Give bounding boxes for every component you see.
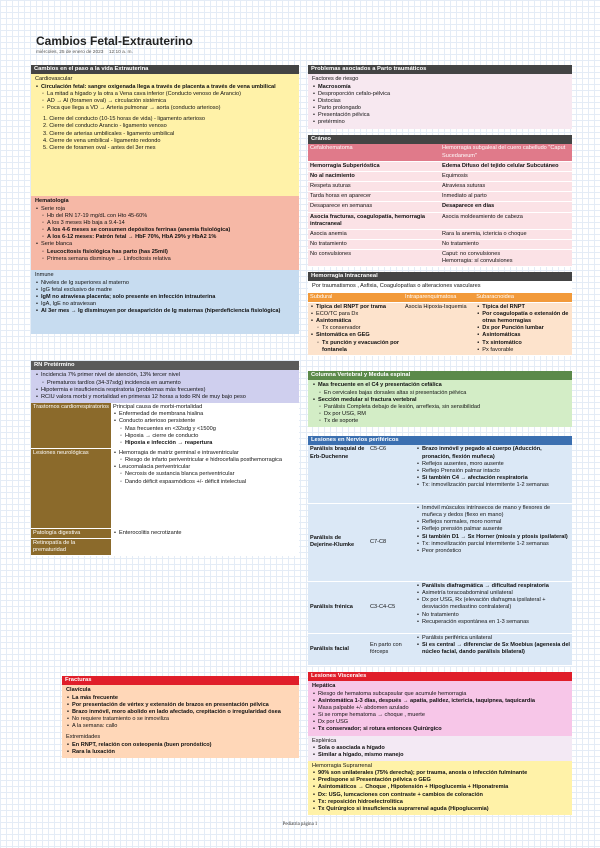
section-header: Columna Vertebral y Medula espinal (308, 371, 572, 380)
table-cell (308, 302, 403, 355)
row-label: Patología digestiva (31, 528, 111, 538)
section-parto (308, 65, 572, 129)
table-cell (414, 503, 572, 581)
list-item: • Si también C4 → afectación respiratoria (416, 475, 570, 482)
table-cell (474, 302, 572, 355)
list-item: • En RNPT, relación con osteopenia (buen pronóstico) (66, 742, 295, 749)
nerve-roots: En parto con fórceps (368, 633, 414, 665)
adr-title: Hemorragia Suprarrenal (312, 762, 373, 769)
list-item: • Serie blanca (35, 241, 295, 248)
list-item: • Recuperación espontánea en 1-3 semanas (416, 619, 570, 626)
list-item: • Dx por USG (312, 719, 568, 726)
list-item: • Sintomática en GEG (310, 332, 401, 339)
nerve-roots: C7-C8 (368, 503, 414, 581)
hi-table (308, 293, 572, 356)
nerve-name: Parálisis frénica (308, 581, 368, 633)
table-cell: No convulsiones (308, 250, 440, 267)
list-item: • Dx por USG, Rx (elevación diafragma ipsilateral + desviación mediastino contralateral) (416, 597, 570, 611)
list-item: ◦ En cervicales bajas dorsales altas si presentación pélvica (312, 390, 568, 397)
list-item: • Tx sintomático (476, 340, 570, 347)
table-cell: Caput: no convulsiones Hemorragia: sí convulsiones (440, 250, 572, 267)
table-cell: Asocia anemia (308, 229, 440, 239)
list-item: ◦ Parálisis Completa debajo de lesión, arreflexia, sin sensibilidad (312, 404, 568, 411)
row-content (111, 539, 299, 556)
list-item: • 90% son unilaterales (75% derecha); por trauma, anoxia o infección fulminante (312, 770, 568, 777)
list-item: • Parálisis periférica unilateral (416, 635, 570, 642)
list-item: • Hemorragia de matriz germinal e intraventricular (113, 450, 297, 457)
table-cell: No tratamiento (308, 239, 440, 249)
immune-title: Inmune (35, 272, 54, 279)
list-item: ◦ Hipoxia e infección → reapertura (113, 440, 297, 447)
hema-title: Hematología (35, 198, 69, 205)
hi-line: Por traumatismos , Asfixia, Coagulopatías o alteraciones vasculares (308, 281, 572, 292)
list-item: ◦ Necrosis de sustancia blanca periventricular (113, 471, 297, 478)
list-item: ◦ Dando déficit espasmódicos +/- déficit intelectual (113, 479, 297, 486)
section-fracturas (62, 676, 299, 758)
list-item: • Por presentación de vértex y extensión de brazos en presentación pélvica (66, 702, 295, 709)
section-viscerales (308, 672, 572, 815)
section-hemorragia (308, 272, 572, 356)
list-item: 5. Cierre de foramen oval - antes del 3er mes (43, 144, 156, 151)
list-item: • Brazo inmóvil, moro abolido en lado afectado, crepitación o irregularidad ósea (66, 709, 295, 716)
column-header: Subaracnoidea (474, 293, 572, 303)
list-item: • Distocias (312, 98, 568, 105)
list-item: • Incidencia 7% primer nivel de atención, 13% tercer nivel (35, 372, 295, 379)
section-header: RN Pretérmino (31, 361, 299, 370)
list-item: ◦ A los 4-6 meses se consumen depósitos ferrinas (anemia fisiológica) (35, 227, 295, 234)
list-item: • Enfermedad de membrana hialina (113, 411, 297, 418)
table-cell: Equimosis (440, 171, 572, 181)
list-item: • Sección medular si fractura vertebral (312, 397, 568, 404)
list-item: • No tratamiento (416, 612, 570, 619)
list-item: ◦ Riesgo de infarto periventricular e hidrocefalia posthemorragica (113, 457, 297, 464)
immune-box (31, 270, 299, 334)
table-cell: Inmediato al parto (440, 192, 572, 202)
list-item: ◦ Tx conservador (310, 325, 401, 332)
nervios-table (308, 445, 572, 666)
page-title: Cambios Fetal-Extrauterino (36, 34, 193, 48)
fracturas-box (62, 685, 299, 757)
list-item: ◦ Poca que llega a VD → Arteria pulmonar → aorta (conducto arterioso) (35, 105, 295, 112)
list-item: • Niveles de Ig superiores al materno (35, 280, 295, 287)
section-nervios (308, 436, 572, 666)
list-item: ◦ Tx punción y evacuación por fontanela (310, 340, 401, 354)
row-content (111, 403, 299, 448)
list-item: • Desproporción cefalo-pélvica (312, 91, 568, 98)
list-item: • Px favorable (476, 347, 570, 354)
list-item: • Tx: inmovilización parcial intermitente 1-2 semanas (416, 482, 570, 489)
list-item: • Conducto arterioso persistente (113, 418, 297, 425)
row-label: Trastornos cardiorrespiratorios (31, 403, 111, 448)
pretermino-table (31, 403, 299, 556)
list-item: • Tx Quirúrgico si insuficiencia suprarrenal aguda (Hipoglucemia) (312, 806, 568, 813)
list-item: • Macrosomía (312, 84, 568, 91)
columna-box (308, 380, 572, 427)
list-item: • Leucomalacia periventricular (113, 464, 297, 471)
list-item: • Por coagulopatía o extensión de otras hemorragias (476, 311, 570, 325)
list-item: ◦ A los 6-12 meses: Patrón fetal → HbF 70%, HbA 29% y HbA2 1% (35, 234, 295, 241)
list-item: • Mas frecuente en el C4 y presentación cefálica (312, 382, 568, 389)
cardio-box (31, 74, 299, 196)
page-date: miércoles, 25 de enero de 2023 12:10 a. m. (36, 50, 133, 55)
column-header: Hemorragia subgaleal del cuero cabelludo "Caput Sucedaneum" (440, 144, 572, 161)
nerve-name: Parálisis facial (308, 633, 368, 665)
ext-title: Extremidades (66, 734, 101, 741)
list-item: • Si también D1 → Sx Horner (miosis y ptosis ipsilateral) (416, 534, 570, 541)
list-item: • Reflejos normales, moro normal (416, 519, 570, 526)
list-item: • Tx: inmovilización parcial intermitente 1-2 semanas (416, 541, 570, 548)
list-item: • Parto prolongado (312, 105, 568, 112)
table-cell: Respeta suturas (308, 182, 440, 192)
list-item: • A la semana: callo (66, 723, 295, 730)
table-cell: Asocia moldeamiento de cabeza (440, 212, 572, 229)
list-item: • Circulación fetal: sangre oxigenada llega a través de placenta a través de vena umbilical (35, 84, 295, 91)
hema-box (31, 196, 299, 270)
spl-title: Esplénica (312, 737, 337, 744)
section-columna (308, 371, 572, 427)
list-item: • Asimetría toracoabdominal unilateral (416, 590, 570, 597)
list-item: ◦ A los 3 meses Hb baja a 9.4-14 (35, 220, 295, 227)
list-item: • Sola o asociada a hígado (312, 745, 568, 752)
list-item: • ECO/TC para Dx (310, 311, 401, 318)
table-cell: Hemorragia Subperióstica (308, 161, 440, 171)
list-item: • Reflejos ausentes, moro ausente (416, 461, 570, 468)
nerve-roots: C5-C6 (368, 445, 414, 503)
table-cell: Desaparece en semanas (308, 202, 440, 212)
list-item: • Tx: reposición hidroelectrolítica (312, 799, 568, 806)
list-item: • pretérmino (312, 119, 568, 126)
section-header: Cráneo (308, 135, 572, 144)
list-item: Principal causa de morbi-mortalidad (113, 404, 203, 411)
list-item: • Típica del RNPT por trama (310, 304, 401, 311)
list-item: • Dx por Punción lumbar (476, 325, 570, 332)
section-cambios (31, 65, 299, 334)
row-content (111, 448, 299, 528)
craneo-table (308, 144, 572, 267)
list-item: • Asintomáticos → Choque , Hipotensión + Hipoglucemia + Hiponatremia (312, 784, 568, 791)
nerve-name: Parálisis de Dejerine-Klumke (308, 503, 368, 581)
list-item: ◦ Prematuros tardíos (34-37sdg) incidencia en aumento (35, 380, 295, 387)
table-cell: Asocia fracturas, coagulopatía, hemorragia intracraneal (308, 212, 440, 229)
row-label: Lesiones neurológicas (31, 448, 111, 528)
table-cell: No tratamiento (440, 239, 572, 249)
section-header: Cambios en el paso a la vida Extrauterina (31, 65, 299, 74)
suprarrenal-box (308, 761, 572, 815)
list-item: • Presentación pélvica (312, 112, 568, 119)
table-cell: No al nacimiento (308, 171, 440, 181)
list-item: • Inmóvil músculos intrínsecos de mano y flexores de muñeca y dedos (flexo en mano) (416, 505, 570, 519)
list-item: • No requiere tratamiento o se inmoviliza (66, 716, 295, 723)
section-craneo (308, 135, 572, 267)
list-item: 4. Cierre de vena umbilical - ligamento redondo (43, 137, 161, 144)
cardio-title: Cardiovascular (35, 76, 73, 83)
section-header: Problemas asociados a Parto traumáticos (308, 65, 572, 74)
list-item: • Si es central → diferenciar de Sx Moebius (agenesia del núcleo facial, dando parálisis bilateral) (416, 642, 570, 656)
list-item: • Predispone si Presentación pélvica o GEG (312, 777, 568, 784)
risk-box (308, 74, 572, 128)
list-item: • Rara la luxación (66, 749, 295, 756)
list-item: • Asintomática (310, 318, 401, 325)
list-item: • Masa palpable +/- abdomen azulado (312, 705, 568, 712)
page-footer: Pediatria página 1 (282, 822, 318, 827)
list-item: ◦ Leucocitosis fisiológica has parto (has 25mil) (35, 249, 295, 256)
table-cell: Desaparece en días (440, 202, 572, 212)
list-item: • Hipotermia e insuficiencia respiratoria (problemas más frecuentes) (35, 387, 295, 394)
table-cell: Tarda horas en aparecer (308, 192, 440, 202)
list-item: ◦ Dx por USG, RM (312, 411, 568, 418)
list-item: • Asintomática 1-3 días, después → apatía, palidez, ictericia, taquipnea, taquicardia (312, 698, 568, 705)
esplenica-box (308, 736, 572, 761)
nerve-name: Parálisis braquial de Erb-Duchenne (308, 445, 368, 503)
list-item: ◦ Hb del RN 17-19 mg/dL con Hto 45-60% (35, 213, 295, 220)
list-item: • RCIU valora morbi y mortalidad en primeras 12 horas a todo RN de muy bajo peso (35, 394, 295, 401)
list-item: 3. Cierre de arterias umbilicales - ligamento umbilical (43, 130, 175, 137)
list-item: • IgA, IgE no atraviesan (35, 301, 295, 308)
table-cell: Edema Difuso del tejido celular Subcutáneo (440, 161, 572, 171)
list-item: • Enterocolitis necrotizante (113, 530, 297, 537)
list-item: ◦ Primera semana disminuye → Linfocitosis relativa (35, 256, 295, 263)
hep-title: Hepática (312, 683, 336, 690)
section-header: Lesiones en Nervios periféricos (308, 436, 572, 445)
list-item: • Reflejo prensión palmar ausente (416, 526, 570, 533)
list-item: • Reflejo Prensión palmar intacto (416, 468, 570, 475)
row-label: Retinopatía de la prematuridad (31, 539, 111, 556)
column-header: Intraparenquimatosa (403, 293, 474, 303)
hepatica-box (308, 681, 572, 735)
section-header: Hemorragia Intracraneal (308, 272, 572, 281)
section-header: Lesiones Viscerales (308, 672, 572, 681)
section-header: Fracturas (62, 676, 299, 685)
list-item: • Dx: USG, lumcaciones con contraste + cambios de coloración (312, 792, 568, 799)
list-item: • Al 3er mes → Ig disminuyen por desaparición de Ig maternas (hiperdeficiencia fisiológica) (35, 308, 295, 315)
list-item: ◦ Mas frecuentes en <32sdg y <1500g (113, 426, 297, 433)
list-item: 2. Cierre del conducto Arancio - ligamento venoso (43, 123, 167, 130)
risk-title: Factores de riesgo (312, 76, 359, 83)
table-cell: Atraviesa suturas (440, 182, 572, 192)
column-header: Cefalohematoma (308, 144, 440, 161)
list-item: • Serie roja (35, 206, 295, 213)
list-item: • Parálisis diafragmática → dificultad respiratoria (416, 583, 570, 590)
list-item: • Similar a hígado, mismo manejo (312, 752, 568, 759)
list-item: • IgM no atraviesa placenta; solo presente en infección intrauterina (35, 294, 295, 301)
list-item: • La más frecuente (66, 695, 295, 702)
list-item: • Asintomáticas (476, 332, 570, 339)
list-item: ◦ Hipoxia → cierre de conducto (113, 433, 297, 440)
table-cell (414, 445, 572, 503)
list-item: • Si se rompe hematoma → choque , muerte (312, 712, 568, 719)
list-item: • IgG fetal exclusivo de madre (35, 287, 295, 294)
list-item: 1. Cierre del conducto (10-15 horas de vida) - ligamento arterioso (43, 116, 205, 123)
list-item: • Brazo inmóvil y pegado al cuerpo (Aducción, pronación, flexión muñeca) (416, 446, 570, 460)
pre-box (31, 370, 299, 403)
column-header: Subdural (308, 293, 403, 303)
nerve-roots: C3-C4-C5 (368, 581, 414, 633)
list-item: • Tx conservador; si rotura entonces Quirúrgico (312, 726, 568, 733)
list-item: ◦ AD → AI (foramen oval) → circulación sistémica (35, 98, 295, 105)
row-content (111, 528, 299, 538)
section-pretermino (31, 361, 299, 556)
list-item: • Riesgo de hematoma subcapsular que acumule hemorragia (312, 691, 568, 698)
list-item: • Típica del RNPT (476, 304, 570, 311)
table-cell: Rara la anemia, ictericia o choque (440, 229, 572, 239)
clav-title: Clavícula (66, 687, 91, 694)
list-item: ◦ Tx de soporte (312, 418, 568, 425)
list-item: ◦ La mitad a hígado y la otra a Vena cava inferior (Conducto venoso de Arancio) (35, 91, 295, 98)
table-cell: Asocia Hipoxia-Isquemia (403, 302, 474, 355)
list-item: • Peor pronóstico (416, 548, 570, 555)
table-cell (414, 581, 572, 633)
table-cell (414, 633, 572, 665)
